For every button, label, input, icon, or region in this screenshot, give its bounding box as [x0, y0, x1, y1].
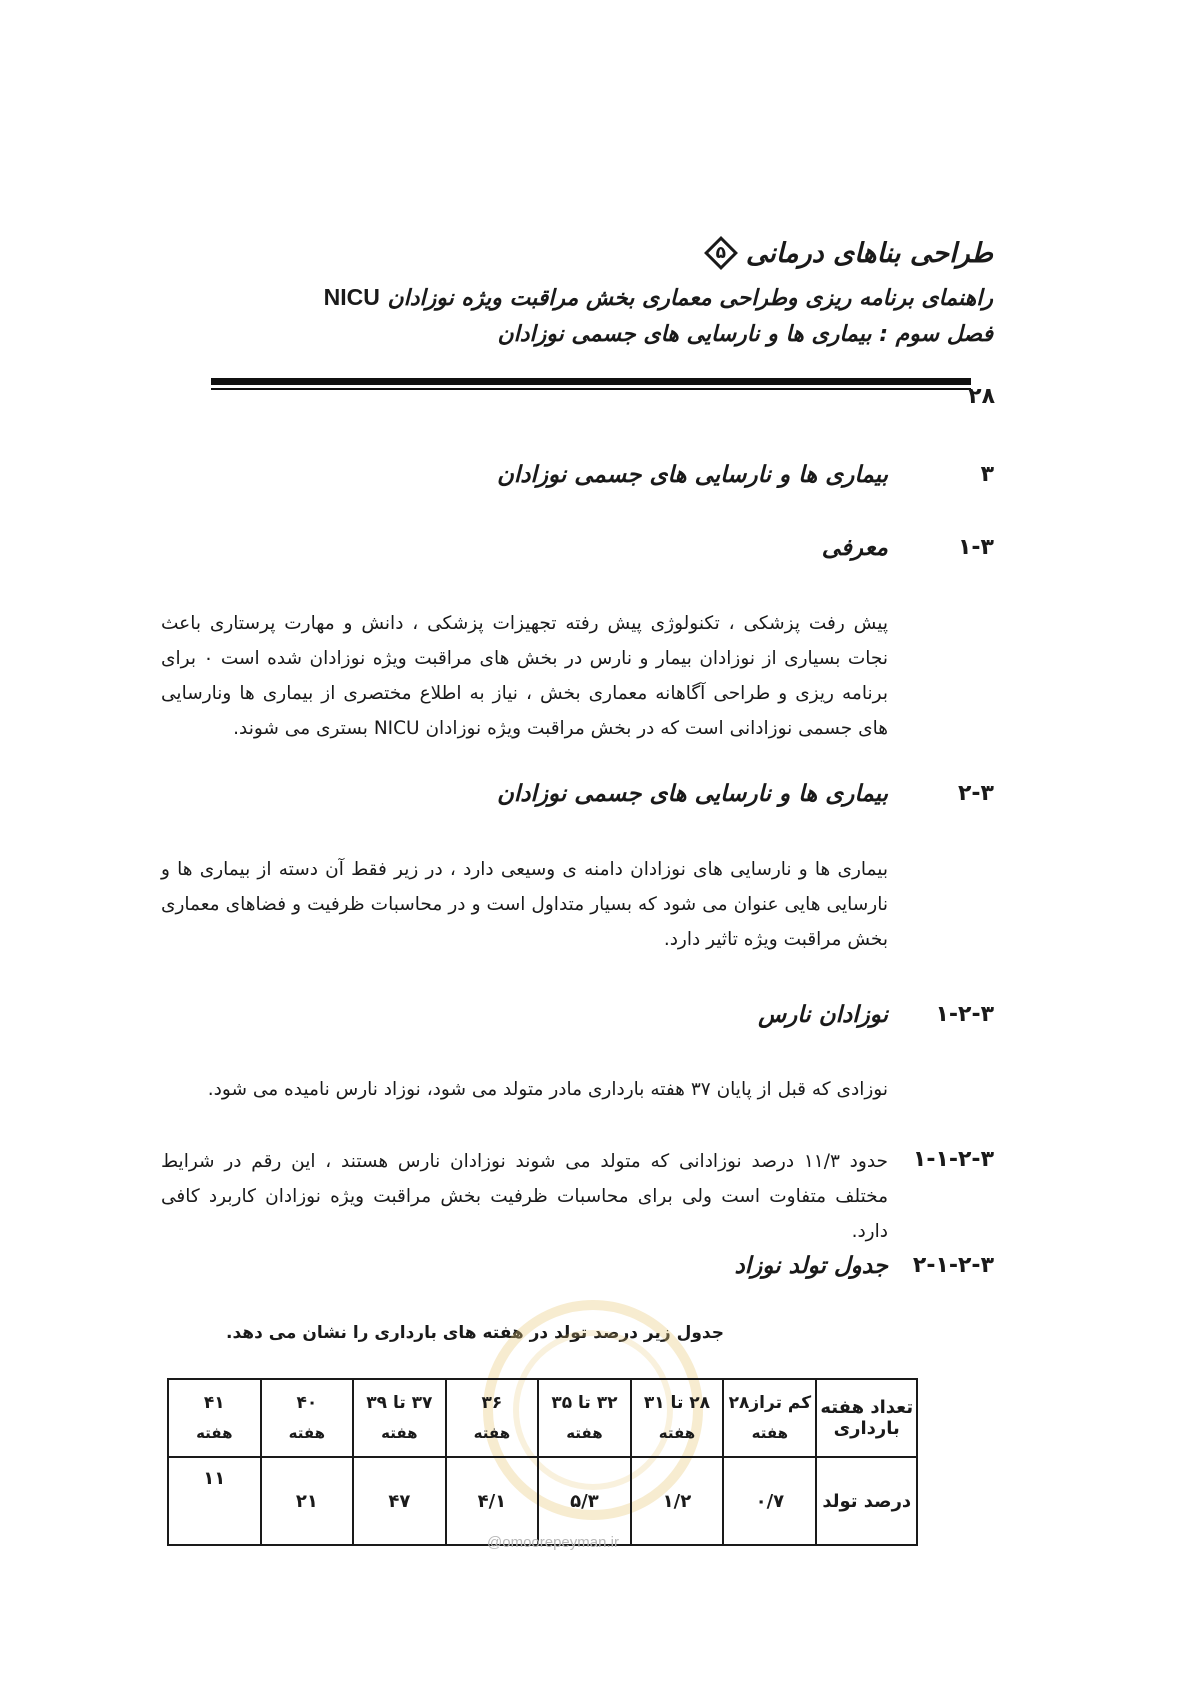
table-cell-text: هفته	[196, 1424, 233, 1442]
table-cell: ۰/۷	[723, 1457, 816, 1545]
table-cell-text: هفته	[566, 1424, 603, 1442]
section-number: ۱-۲-۳	[935, 1002, 994, 1027]
section-number: ۱-۱-۲-۳	[912, 1147, 994, 1172]
table-row	[168, 1457, 917, 1545]
section-number: ۱-۳	[958, 535, 994, 560]
table-cell: ۱۱	[168, 1457, 261, 1545]
volume-number: ۵	[715, 243, 727, 263]
table-cell-text: هفته	[751, 1424, 789, 1442]
table-cell-text: ۳۷ تا ۳۹	[366, 1393, 433, 1413]
page-number: ۲۸	[968, 384, 995, 409]
header-divider-thin	[211, 388, 971, 390]
table-cell-text: ۳۶	[481, 1393, 503, 1413]
book-subtitle	[324, 284, 993, 311]
table-row-header: درصد تولد	[816, 1457, 917, 1545]
book-subtitle-acronym: NICU	[323, 284, 380, 310]
section-title: معرفی	[821, 535, 888, 561]
header-divider	[211, 378, 971, 385]
table-cell	[538, 1379, 631, 1457]
paragraph: حدود ۱۱/۳ درصد نوزادانی که متولد می شوند نوزادان نارس هستند ، این رقم در شرایط مختلف متفاوت است ولی برای محاسبات ظرفیت بخش مراقبت ویژه نوزادان کاربرد کافی دارد.	[161, 1151, 888, 1242]
table-cell	[168, 1379, 261, 1457]
table-cell: ۲۱	[261, 1457, 354, 1545]
table-cell-text: هفته	[288, 1424, 326, 1442]
paragraph: بیماری ها و نارسایی های نوزادان دامنه ی وسیعی دارد ، در زیر فقط آن دسته از بیماری ها و نارسایی هایی عنوان می شود که بسیار متداول است و در محاسبات ظرفیت و فضاهای معماری بخش مراقبت ویژه تاثیر دارد.	[161, 859, 888, 950]
table-cell: ۴/۱	[446, 1457, 539, 1545]
table-cell	[446, 1379, 539, 1457]
watermark-url: @omoorepeyman.ir	[487, 1534, 619, 1551]
section-number: ۲-۱-۲-۳	[912, 1253, 994, 1278]
table-cell-text: ۴۱	[203, 1393, 225, 1413]
table-cell-text: هفته	[381, 1424, 418, 1442]
paragraph: پیش رفت پزشکی ، تکنولوژی پیش رفته تجهیزات پزشکی ، دانش و مهارت پرستاری باعث نجات بسیاری از نوزادان بیمار و نارس در بخش های مراقبت ویژه نوزادان شده است ۰ برای برنامه ریزی و طراحی آگاهانه معماری بخش ، نیاز به اطلاع مختصری از بیماری ها ونارسایی های جسمی نوزادانی است که در بخش مراقبت ویژه نوزادان NICU بستری می شوند.	[161, 613, 888, 739]
table-cell	[261, 1379, 354, 1457]
birth-table	[167, 1378, 918, 1546]
section-title: بیماری ها و نارسایی های جسمی نوزادان	[496, 781, 888, 807]
table-cell-text: هفته	[473, 1424, 511, 1442]
section-title: جدول تولد نوزاد	[734, 1253, 888, 1279]
section-number: ۲-۳	[958, 781, 994, 806]
book-subtitle-text: راهنمای برنامه ریزی وطراحی معماری بخش مراقبت ویژه نوزادان	[387, 286, 993, 311]
table-cell-text: کم تراز۲۸	[728, 1393, 812, 1413]
section-title: نوزادان نارس	[758, 1002, 888, 1028]
table-cell-text: ۴۰	[296, 1393, 318, 1413]
table-row	[168, 1379, 917, 1457]
table-cell: ۱/۲	[631, 1457, 724, 1545]
book-title	[704, 236, 993, 270]
table-cell	[353, 1379, 446, 1457]
table-cell: ۴۷	[353, 1457, 446, 1545]
table-cell-text: هفته	[658, 1424, 696, 1442]
table-cell	[631, 1379, 724, 1457]
book-title-text: طراحی بناهای درمانی	[745, 237, 993, 269]
table-cell: ۵/۳	[538, 1457, 631, 1545]
table-cell	[723, 1379, 816, 1457]
section-number: ۳	[980, 462, 994, 487]
paragraph: نوزادی که قبل از پایان ۳۷ هفته بارداری مادر متولد می شود، نوزاد نارس نامیده می شود.	[207, 1079, 888, 1100]
table-row-header: تعداد هفته بارداری	[816, 1379, 917, 1457]
table-cell-text: ۲۸ تا ۳۱	[643, 1393, 711, 1413]
table-cell-text: ۳۲ تا ۳۵	[551, 1393, 618, 1413]
chapter-title: فصل سوم : بیماری ها و نارسایی های جسمی نوزادان	[497, 322, 993, 347]
volume-badge	[704, 236, 738, 270]
section-title: بیماری ها و نارسایی های جسمی نوزادان	[496, 462, 888, 488]
table-caption: جدول زیر درصد تولد در هفته های بارداری را نشان می دهد.	[226, 1323, 724, 1343]
